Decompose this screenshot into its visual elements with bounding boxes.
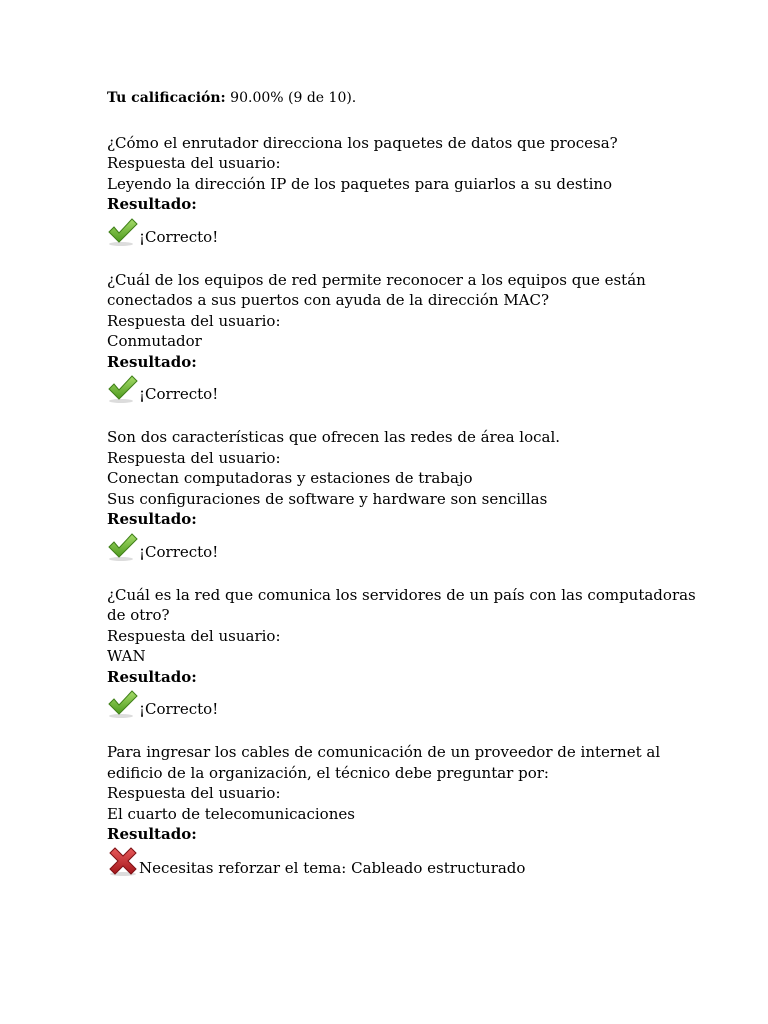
question-text: edificio de la organización, el técnico debe preguntar por: bbox=[107, 763, 549, 782]
question-block bbox=[107, 585, 707, 722]
checkmark-icon bbox=[107, 689, 139, 719]
result-text: ¡Correcto! bbox=[139, 227, 219, 246]
score-summary bbox=[107, 88, 707, 109]
question-block bbox=[107, 270, 707, 407]
question-text: Para ingresar los cables de comunicación de un proveedor de internet al bbox=[107, 743, 661, 761]
user-answer: Conectan computadoras y estaciones de trabajo bbox=[107, 469, 473, 487]
question-text: ¿Cuál de los equipos de red permite reconocer a los equipos que están bbox=[107, 270, 646, 289]
result-row bbox=[107, 845, 707, 879]
result-label: Resultado: bbox=[107, 825, 197, 843]
user-answer: Leyendo la dirección IP de los paquetes para guiarlos a su destino bbox=[107, 174, 613, 193]
question-text: Son dos características que ofrecen las redes de área local. bbox=[107, 428, 561, 446]
response-label: Respuesta del usuario: bbox=[107, 311, 281, 330]
response-label: Respuesta del usuario: bbox=[107, 154, 281, 172]
question-block bbox=[107, 427, 707, 564]
cross-icon bbox=[107, 847, 139, 877]
result-text: ¡Correcto! bbox=[139, 542, 219, 561]
user-answer: WAN bbox=[107, 647, 146, 665]
response-label: Respuesta del usuario: bbox=[107, 784, 281, 802]
question-list bbox=[107, 133, 707, 879]
quiz-results bbox=[107, 88, 707, 900]
question-text: ¿Cuál es la red que comunica los servidores de un país con las computadoras bbox=[107, 585, 696, 604]
score-label: Tu calificación: bbox=[107, 90, 226, 106]
question-text: conectados a sus puertos con ayuda de la dirección MAC? bbox=[107, 291, 550, 309]
question-block bbox=[107, 133, 707, 249]
checkmark-icon bbox=[107, 532, 139, 562]
checkmark-icon bbox=[107, 374, 139, 404]
result-row bbox=[107, 372, 707, 406]
result-label: Resultado: bbox=[107, 195, 197, 213]
question-text: ¿Cómo el enrutador direcciona los paquetes de datos que procesa? bbox=[107, 133, 618, 152]
checkmark-icon bbox=[107, 217, 139, 247]
score-value: 90.00% (9 de 10). bbox=[225, 90, 357, 106]
result-row bbox=[107, 530, 707, 564]
user-answer: Sus configuraciones de software y hardware son sencillas bbox=[107, 489, 548, 508]
user-answer: Conmutador bbox=[107, 332, 202, 350]
result-text: ¡Correcto! bbox=[139, 385, 219, 403]
result-row bbox=[107, 215, 707, 249]
response-label: Respuesta del usuario: bbox=[107, 626, 281, 645]
user-answer: El cuarto de telecomunicaciones bbox=[107, 804, 355, 823]
result-label: Resultado: bbox=[107, 510, 197, 528]
result-row bbox=[107, 687, 707, 721]
response-label: Respuesta del usuario: bbox=[107, 448, 281, 467]
question-block bbox=[107, 742, 707, 879]
result-text: Necesitas reforzar el tema: Cableado estructurado bbox=[139, 858, 526, 877]
result-label: Resultado: bbox=[107, 667, 197, 686]
result-text: ¡Correcto! bbox=[139, 700, 219, 718]
result-label: Resultado: bbox=[107, 352, 197, 371]
question-text: de otro? bbox=[107, 606, 170, 624]
